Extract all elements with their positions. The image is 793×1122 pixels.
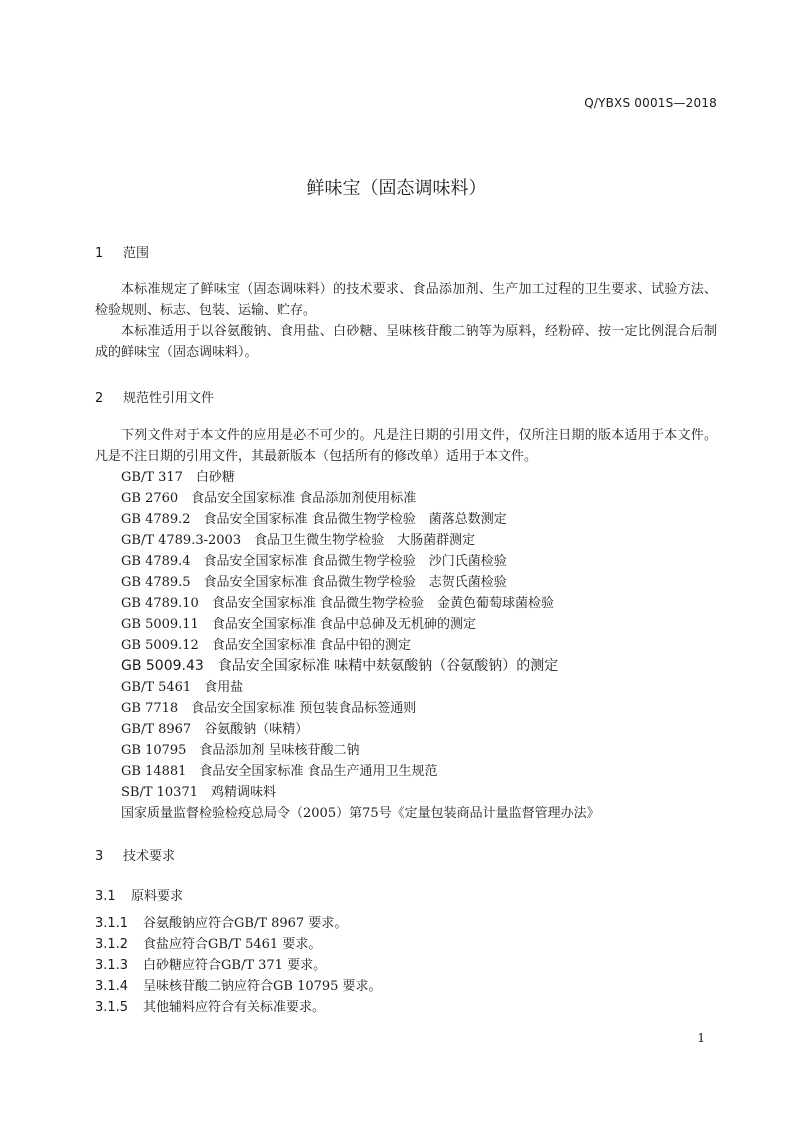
normative-intro: 下列文件对于本文件的应用是必不可少的。凡是注日期的引用文件，仅所注日期的版本适用于本文件。凡是不注日期的引用文件，其最新版本（包括所有的修改单）适用于本文件。 bbox=[95, 428, 717, 464]
section-3-heading bbox=[95, 845, 175, 864]
reference-item: GB 7718 食品安全国家标准 预包装食品标签通则 bbox=[121, 701, 417, 716]
scope-paragraph-1: 本标准规定了鲜味宝（固态调味料）的技术要求、食品添加剂、生产加工过程的卫生要求、试验方法、检验规则、标志、包装、运输、贮存。 bbox=[95, 282, 717, 318]
requirement-item bbox=[95, 913, 382, 934]
section-number: 3 bbox=[95, 849, 104, 864]
requirement-text: 白砂糖应符合GB/T 371 要求。 bbox=[143, 958, 327, 973]
reference-item: GB 4789.10 食品安全国家标准 食品微生物学检验 金黄色葡萄球菌检验 bbox=[121, 596, 554, 611]
reference-item: GB/T 5461 食用盐 bbox=[121, 680, 244, 695]
reference-item: GB 5009.11 食品安全国家标准 食品中总砷及无机砷的测定 bbox=[121, 617, 476, 632]
reference-item: GB 5009.43 食品安全国家标准 味精中麸氨酸钠（谷氨酸钠）的测定 bbox=[121, 658, 559, 674]
subsection-number: 3.1 bbox=[95, 889, 116, 904]
requirement-item bbox=[95, 997, 382, 1018]
reference-item: GB/T 4789.3-2003 食品卫生微生物学检验 大肠菌群测定 bbox=[121, 533, 476, 548]
section-number: 1 bbox=[95, 246, 104, 261]
reference-item: GB 4789.4 食品安全国家标准 食品微生物学检验 沙门氏菌检验 bbox=[121, 554, 507, 569]
section-title: 规范性引用文件 bbox=[123, 391, 215, 406]
section-number: 2 bbox=[95, 391, 104, 406]
reference-item: GB 4789.2 食品安全国家标准 食品微生物学检验 菌落总数测定 bbox=[121, 512, 507, 527]
requirement-text: 食盐应符合GB/T 5461 要求。 bbox=[143, 937, 322, 952]
section-title: 技术要求 bbox=[123, 849, 176, 864]
requirement-list bbox=[95, 913, 382, 1018]
requirement-number: 3.1.5 bbox=[95, 1000, 129, 1015]
reference-item: 国家质量监督检验检疫总局令（2005）第75号《定量包装商品计量监督管理办法》 bbox=[121, 806, 600, 821]
requirement-number: 3.1.4 bbox=[95, 979, 129, 994]
requirement-text: 谷氨酸钠应符合GB/T 8967 要求。 bbox=[143, 916, 348, 931]
requirement-text: 其他辅料应符合有关标准要求。 bbox=[143, 1000, 326, 1015]
reference-item: GB 5009.12 食品安全国家标准 食品中铅的测定 bbox=[121, 638, 411, 653]
reference-item: GB 10795 食品添加剂 呈味核苷酸二钠 bbox=[121, 743, 360, 758]
requirement-number: 3.1.2 bbox=[95, 937, 129, 952]
subsection-title: 原料要求 bbox=[131, 889, 184, 904]
scope-paragraph-2: 本标准适用于以谷氨酸钠、食用盐、白砂糖、呈味核苷酸二钠等为原料，经粉碎、按一定比例混合后制成的鲜味宝（固态调味料）。 bbox=[95, 324, 717, 360]
requirement-item bbox=[95, 976, 382, 997]
reference-list bbox=[121, 467, 600, 824]
section-title: 范围 bbox=[123, 246, 150, 261]
reference-item: GB 14881 食品安全国家标准 食品生产通用卫生规范 bbox=[121, 764, 438, 779]
requirement-text: 呈味核苷酸二钠应符合GB 10795 要求。 bbox=[143, 979, 382, 994]
section-2-heading bbox=[95, 387, 214, 406]
subsection-3-1-heading bbox=[95, 885, 183, 904]
requirement-item bbox=[95, 934, 382, 955]
reference-item: GB 4789.5 食品安全国家标准 食品微生物学检验 志贺氏菌检验 bbox=[121, 575, 507, 590]
requirement-item bbox=[95, 955, 382, 976]
document-title: 鲜味宝（固态调味料） bbox=[306, 178, 487, 199]
reference-item: GB 2760 食品安全国家标准 食品添加剂使用标准 bbox=[121, 491, 417, 506]
reference-item: SB/T 10371 鸡精调味料 bbox=[121, 785, 276, 800]
reference-item: GB/T 317 白砂糖 bbox=[121, 470, 235, 485]
section-1-heading bbox=[95, 242, 149, 261]
reference-item: GB/T 8967 谷氨酸钠（味精） bbox=[121, 722, 309, 737]
standard-code: Q/YBXS 0001S—2018 bbox=[584, 96, 717, 110]
requirement-number: 3.1.1 bbox=[95, 916, 129, 931]
requirement-number: 3.1.3 bbox=[95, 958, 129, 973]
page-number: 1 bbox=[697, 1031, 705, 1045]
